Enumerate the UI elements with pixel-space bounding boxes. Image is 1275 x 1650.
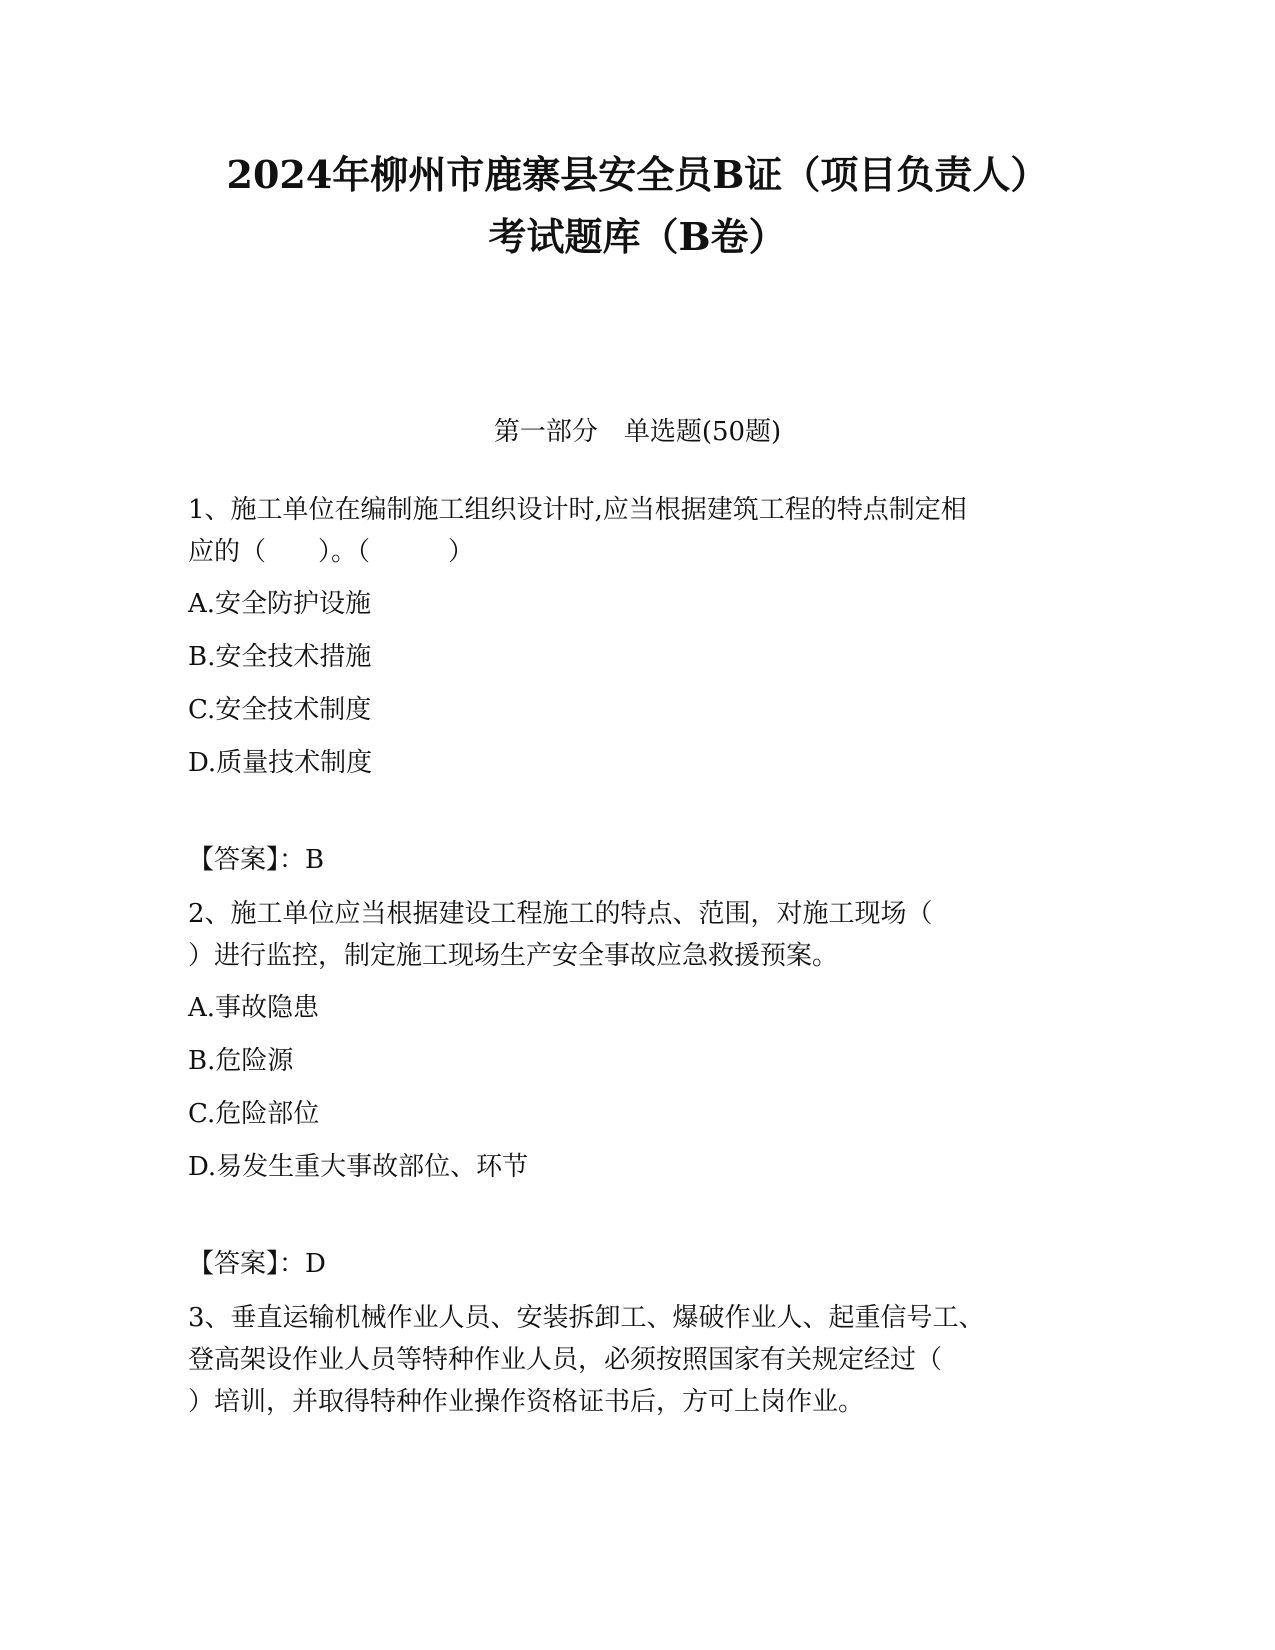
question-1-option-d: D.质量技术制度 [188,748,373,778]
question-1-text-line-1: 1、施工单位在编制施工组织设计时,应当根据建筑工程的特点制定相 [188,495,967,525]
question-2-text-line-2: ）进行监控，制定施工现场生产安全事故应急救援预案。 [188,941,839,971]
question-1-text-line-2: 应的（ ）。（ ） [188,537,475,567]
document-title-line-1: 2024年柳州市鹿寨县安全员B证（项目负责人） [226,152,1049,197]
question-2-option-d: D.易发生重大事故部位、环节 [188,1152,529,1182]
question-2-text-line-1: 2、施工单位应当根据建设工程施工的特点、范围，对施工现场（ [188,899,933,929]
question-3-text-line-3: ）培训，并取得特种作业操作资格证书后，方可上岗作业。 [188,1387,865,1417]
document-title-line-2: 考试题库（B卷） [488,214,787,259]
question-1-option-b: B.安全技术措施 [188,642,372,672]
section-title: 第一部分 单选题(50题) [493,417,782,447]
question-2-answer: 【答案】：D [188,1249,326,1279]
question-2-option-c: C.危险部位 [188,1099,320,1129]
question-1-answer: 【答案】：B [188,845,325,875]
question-1-option-a: A.安全防护设施 [188,589,372,619]
question-2-option-a: A.事故隐患 [188,993,320,1023]
question-2-option-b: B.危险源 [188,1046,294,1076]
question-3-text-line-1: 3、垂直运输机械作业人员、安装拆卸工、爆破作业人、起重信号工、 [188,1303,985,1333]
question-1-option-c: C.安全技术制度 [188,695,372,725]
question-3-text-line-2: 登高架设作业人员等特种作业人员，必须按照国家有关规定经过（ [188,1345,943,1375]
